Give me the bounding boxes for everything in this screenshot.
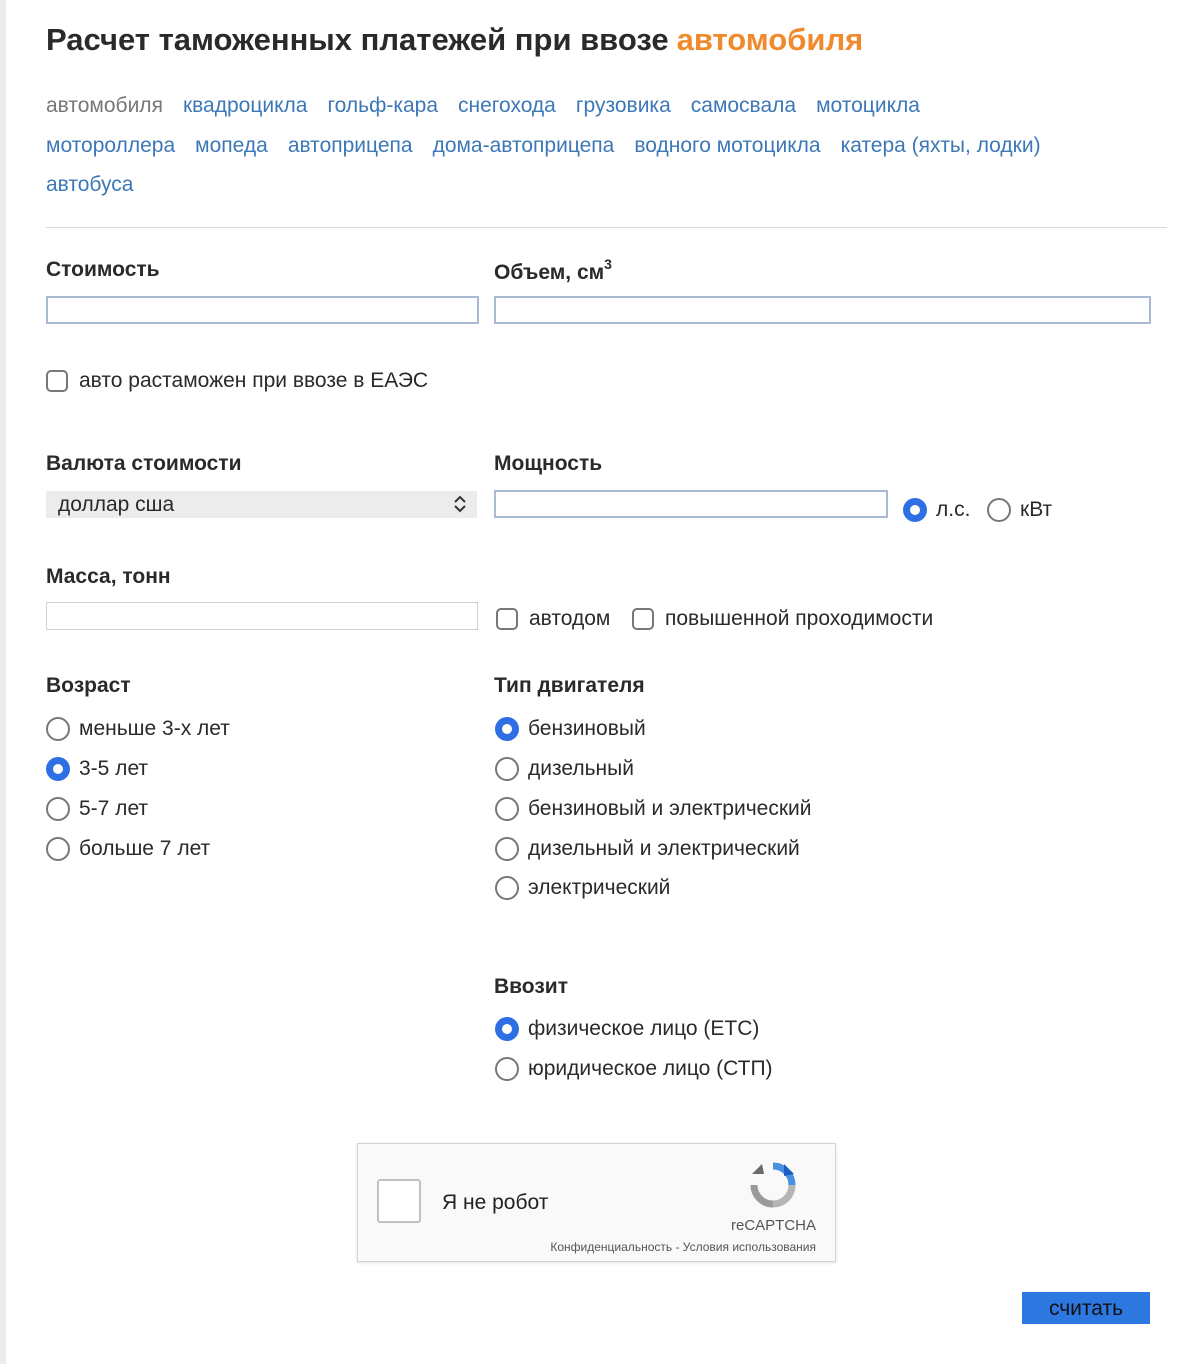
- engine-type-label: Тип двигателя: [494, 674, 645, 697]
- mass-label: Масса, тонн: [46, 565, 171, 588]
- vehicle-type-nav: [46, 86, 1156, 205]
- importer-option-label: юридическое лицо (СТП): [528, 1057, 773, 1080]
- page-title: [46, 22, 863, 58]
- offroad-label: повышенной проходимости: [665, 607, 934, 630]
- engine-type-radio[interactable]: [495, 757, 519, 781]
- age-option[interactable]: [46, 834, 210, 864]
- age-radio[interactable]: [46, 797, 70, 821]
- recaptcha-terms: [550, 1240, 816, 1254]
- power-label: Мощность: [494, 452, 603, 475]
- vehicle-link-moped[interactable]: мопеда: [195, 133, 268, 157]
- engine-type-radio[interactable]: [495, 717, 519, 741]
- currency-selected: доллар сша: [58, 493, 175, 516]
- vehicle-link-boat[interactable]: катера (яхты, лодки): [840, 133, 1041, 157]
- power-unit-kw-option[interactable]: [987, 495, 1052, 525]
- left-edge: [0, 0, 6, 1364]
- recaptcha-separator: -: [672, 1240, 683, 1254]
- vehicle-link-jet-ski[interactable]: водного мотоцикла: [634, 133, 821, 157]
- updown-chevron-icon: [453, 495, 467, 513]
- vehicle-link-scooter[interactable]: мотороллера: [46, 133, 176, 157]
- vehicle-link-snowmobile[interactable]: снегохода: [458, 94, 556, 117]
- vehicle-link-truck[interactable]: грузовика: [575, 94, 671, 117]
- mass-input[interactable]: [46, 602, 478, 630]
- engine-type-radio[interactable]: [495, 837, 519, 861]
- engine-type-option[interactable]: [495, 834, 800, 864]
- recaptcha-privacy-link[interactable]: Конфиденциальность: [550, 1240, 673, 1254]
- age-option[interactable]: [46, 754, 148, 784]
- importer-option[interactable]: [495, 1054, 773, 1084]
- page-title-text: Расчет таможенных платежей при ввозе: [46, 22, 669, 57]
- vehicle-link-dump-truck[interactable]: самосвала: [690, 94, 797, 117]
- volume-label: [494, 258, 612, 285]
- age-option-label: 3-5 лет: [79, 757, 149, 780]
- vehicle-link-camper-trailer[interactable]: дома-автоприцепа: [432, 133, 615, 157]
- power-unit-hp-option[interactable]: [903, 495, 970, 525]
- power-unit-hp-radio[interactable]: [903, 498, 927, 522]
- engine-type-option-label: дизельный и электрический: [528, 837, 800, 860]
- volume-label-sup: 3: [604, 256, 612, 272]
- customs-cleared-label: авто растаможен при ввозе в ЕАЭС: [79, 369, 429, 392]
- volume-input[interactable]: [494, 296, 1151, 324]
- engine-type-option-label: бензиновый и электрический: [528, 797, 812, 820]
- engine-type-option-label: бензиновый: [528, 717, 646, 740]
- age-radio[interactable]: [46, 837, 70, 861]
- motorhome-option[interactable]: [496, 604, 610, 634]
- cost-input[interactable]: [46, 296, 479, 324]
- vehicle-link-bus[interactable]: автобуса: [46, 173, 134, 196]
- engine-type-radio[interactable]: [495, 797, 519, 821]
- age-option-label: меньше 3-х лет: [79, 717, 230, 740]
- page-title-accent: автомобиля: [676, 22, 864, 57]
- motorhome-label: автодом: [529, 607, 611, 630]
- age-radio[interactable]: [46, 757, 70, 781]
- engine-type-option[interactable]: [495, 714, 646, 744]
- customs-cleared-option[interactable]: [46, 366, 428, 396]
- divider: [46, 227, 1167, 228]
- power-unit-kw-label: кВт: [1020, 498, 1053, 521]
- offroad-checkbox[interactable]: [632, 608, 654, 630]
- age-option[interactable]: [46, 714, 230, 744]
- recaptcha-checkbox[interactable]: [377, 1179, 421, 1223]
- power-unit-hp-label: л.с.: [936, 498, 971, 521]
- age-option-label: больше 7 лет: [79, 837, 211, 860]
- recaptcha-widget: [357, 1143, 836, 1262]
- offroad-option[interactable]: [632, 604, 933, 634]
- importer-option[interactable]: [495, 1014, 759, 1044]
- vehicle-link-trailer[interactable]: автоприцепа: [287, 133, 413, 157]
- age-option[interactable]: [46, 794, 148, 824]
- recaptcha-brand: reCAPTCHA: [730, 1217, 816, 1234]
- importer-option-label: физическое лицо (ЕТС): [528, 1017, 760, 1040]
- power-unit-kw-radio[interactable]: [987, 498, 1011, 522]
- calculate-button[interactable]: считать: [1022, 1292, 1150, 1324]
- importer-radio[interactable]: [495, 1057, 519, 1081]
- age-radio[interactable]: [46, 717, 70, 741]
- vehicle-type-current: автомобиля: [46, 94, 163, 117]
- age-label: Возраст: [46, 674, 131, 697]
- cost-label: Стоимость: [46, 258, 160, 281]
- recaptcha-logo-icon: [748, 1160, 798, 1210]
- importer-label: Ввозит: [494, 975, 568, 998]
- vehicle-link-golf-cart[interactable]: гольф-кара: [327, 94, 439, 117]
- engine-type-option[interactable]: [495, 754, 634, 784]
- customs-cleared-checkbox[interactable]: [46, 370, 68, 392]
- recaptcha-label: Я не робот: [442, 1191, 549, 1214]
- power-input[interactable]: [494, 490, 888, 518]
- motorhome-checkbox[interactable]: [496, 608, 518, 630]
- age-option-label: 5-7 лет: [79, 797, 149, 820]
- engine-type-radio[interactable]: [495, 876, 519, 900]
- currency-label: Валюта стоимости: [46, 452, 242, 475]
- vehicle-link-atv[interactable]: квадроцикла: [182, 94, 308, 117]
- currency-select[interactable]: [46, 491, 477, 518]
- recaptcha-terms-link[interactable]: Условия использования: [682, 1240, 816, 1254]
- engine-type-option-label: дизельный: [528, 757, 634, 780]
- importer-radio[interactable]: [495, 1017, 519, 1041]
- engine-type-option-label: электрический: [528, 876, 671, 899]
- volume-label-text: Объем, см: [494, 261, 605, 284]
- engine-type-option[interactable]: [495, 873, 670, 903]
- vehicle-link-motorcycle[interactable]: мотоцикла: [816, 94, 920, 117]
- engine-type-option[interactable]: [495, 794, 812, 824]
